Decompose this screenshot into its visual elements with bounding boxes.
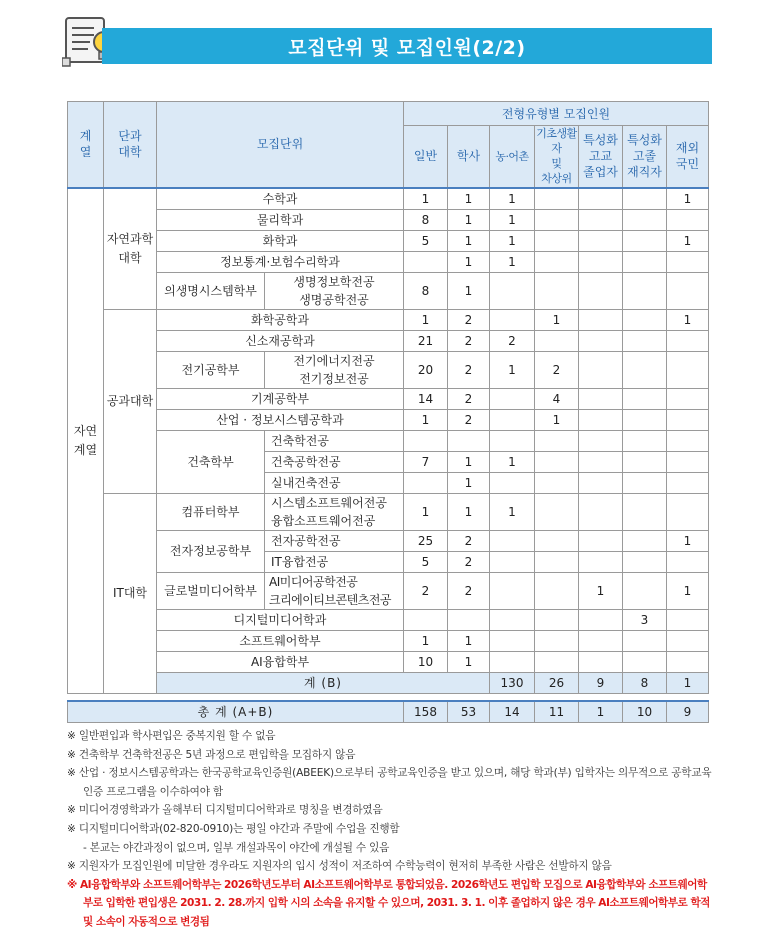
college-it: IT대학 xyxy=(104,493,157,693)
cell-value xyxy=(623,388,667,409)
major-name: 전자공학전공 xyxy=(265,530,404,551)
sum-label: 계 (B) xyxy=(157,672,490,693)
total-value: 14 xyxy=(490,701,535,723)
major-names: 시스템소프트웨어전공 융합소프트웨어전공 xyxy=(265,493,404,530)
cell-value xyxy=(535,230,579,251)
major-name: 건축학전공 xyxy=(265,430,404,451)
total-value: 11 xyxy=(535,701,579,723)
cell-value: 1 xyxy=(667,309,709,330)
cell-value: 1 xyxy=(448,493,490,530)
table-row xyxy=(68,572,709,609)
cell-value: 1 xyxy=(490,351,535,388)
cell-value: 1 xyxy=(490,188,535,210)
cell-value xyxy=(535,530,579,551)
table-row xyxy=(68,388,709,409)
header-type-vocational-grad: 특성화 고교 졸업자 xyxy=(579,126,623,188)
cell-value xyxy=(579,272,623,309)
cell-value: 2 xyxy=(535,351,579,388)
cell-value xyxy=(448,430,490,451)
cell-value xyxy=(490,630,535,651)
cell-value xyxy=(667,388,709,409)
cell-value xyxy=(667,330,709,351)
cell-value xyxy=(623,630,667,651)
cell-value xyxy=(535,472,579,493)
sum-value: 8 xyxy=(623,672,667,693)
cell-value xyxy=(623,272,667,309)
cell-value: 14 xyxy=(404,388,448,409)
cell-value: 2 xyxy=(448,388,490,409)
cell-value: 3 xyxy=(623,609,667,630)
cell-value xyxy=(579,188,623,210)
cell-value: 8 xyxy=(404,209,448,230)
college-natural: 자연과학 대학 xyxy=(104,188,157,310)
cell-value xyxy=(623,530,667,551)
cell-value xyxy=(667,493,709,530)
cell-value xyxy=(623,472,667,493)
unit-name: 신소재공학과 xyxy=(157,330,404,351)
cell-value xyxy=(535,493,579,530)
note-item: ※ 일반편입과 학사편입은 중복지원 할 수 없음 xyxy=(67,730,276,742)
cell-value xyxy=(623,451,667,472)
cell-value xyxy=(623,351,667,388)
total-label: 총 계 (A+B) xyxy=(68,701,404,723)
cell-value xyxy=(490,430,535,451)
unit-name: 산업 · 정보시스템공학과 xyxy=(157,409,404,430)
cell-value xyxy=(535,630,579,651)
note-item: ※ 미디어경영학과가 올해부터 디지털미디어학과로 명칭을 변경하였음 xyxy=(67,804,383,817)
cell-value xyxy=(623,230,667,251)
cell-value xyxy=(579,388,623,409)
cell-value xyxy=(535,209,579,230)
cell-value xyxy=(667,451,709,472)
cell-value xyxy=(667,251,709,272)
total-value: 10 xyxy=(623,701,667,723)
note-item: ※ 디지털미디어학과(02-820-0910)는 평일 야간과 주말에 수업을 진행함 xyxy=(67,822,400,835)
cell-value xyxy=(579,309,623,330)
dept-name: 전자정보공학부 xyxy=(157,530,265,572)
cell-value xyxy=(623,309,667,330)
cell-value: 1 xyxy=(535,309,579,330)
dept-name: 글로벌미디어학부 xyxy=(157,572,265,609)
cell-value xyxy=(490,388,535,409)
unit-name: 화학공학과 xyxy=(157,309,404,330)
cell-value: 2 xyxy=(448,409,490,430)
cell-value: 1 xyxy=(667,230,709,251)
cell-value xyxy=(448,609,490,630)
cell-value: 1 xyxy=(404,493,448,530)
sum-value: 130 xyxy=(490,672,535,693)
college-engineering: 공과대학 xyxy=(104,309,157,493)
table-row xyxy=(68,493,709,530)
recruitment-table xyxy=(67,101,709,694)
cell-value xyxy=(623,572,667,609)
cell-value: 2 xyxy=(448,330,490,351)
cell-value: 1 xyxy=(448,472,490,493)
cell-value xyxy=(404,609,448,630)
cell-value xyxy=(623,330,667,351)
cell-value: 1 xyxy=(404,309,448,330)
cell-value xyxy=(579,551,623,572)
unit-name: AI융합학부 xyxy=(157,651,404,672)
cell-value xyxy=(490,409,535,430)
header-college: 단과 대학 xyxy=(104,102,157,188)
cell-value xyxy=(404,430,448,451)
unit-name: 정보통계·보험수리학과 xyxy=(157,251,404,272)
table-row xyxy=(68,209,709,230)
cell-value xyxy=(535,451,579,472)
unit-name: 수학과 xyxy=(157,188,404,210)
field-cell: 자연 계열 xyxy=(68,188,104,694)
cell-value xyxy=(490,609,535,630)
cell-value: 8 xyxy=(404,272,448,309)
cell-value: 1 xyxy=(490,451,535,472)
table-row xyxy=(68,309,709,330)
cell-value: 1 xyxy=(579,572,623,609)
cell-value xyxy=(535,572,579,609)
cell-value: 5 xyxy=(404,551,448,572)
cell-value: 1 xyxy=(490,251,535,272)
unit-name: 디지털미디어학과 xyxy=(157,609,404,630)
cell-value xyxy=(535,651,579,672)
major-names: 생명정보학전공 생명공학전공 xyxy=(265,272,404,309)
unit-name: 화학과 xyxy=(157,230,404,251)
note-warning: ※ AI융합학부와 소프트웨어학부는 2026학년도부터 AI소프트웨어학부로 통합되었음. 2026학년도 편입학 모집으로 AI융합학부와 소프트웨어학부로 입학한 편입생은 2031. 2. 28.까지 입학 시의 소속을 유지할 수 있으며, 2031. 3. 1. 이후 졸업하지 않은 경우 AI소프트웨어학부로 학적 및 소속이 자동적으로 변경됨 xyxy=(67,878,710,928)
cell-value: 1 xyxy=(448,651,490,672)
cell-value: 2 xyxy=(404,572,448,609)
cell-value: 1 xyxy=(448,272,490,309)
header-type-overseas: 재외 국민 xyxy=(667,126,709,188)
table-row xyxy=(68,230,709,251)
table-row xyxy=(68,630,709,651)
header-field: 계 열 xyxy=(68,102,104,188)
cell-value xyxy=(579,409,623,430)
cell-value xyxy=(535,188,579,210)
cell-value xyxy=(623,188,667,210)
cell-value xyxy=(623,209,667,230)
table-row xyxy=(68,609,709,630)
page-title: 모집단위 및 모집인원(2/2) xyxy=(102,28,712,64)
major-names: 전기에너지전공 전기정보전공 xyxy=(265,351,404,388)
cell-value: 1 xyxy=(448,209,490,230)
cell-value: 10 xyxy=(404,651,448,672)
header-unit: 모집단위 xyxy=(157,102,404,188)
cell-value xyxy=(667,409,709,430)
cell-value xyxy=(579,209,623,230)
cell-value xyxy=(667,609,709,630)
unit-name: 물리학과 xyxy=(157,209,404,230)
cell-value xyxy=(535,272,579,309)
table-row xyxy=(68,188,709,210)
table-row xyxy=(68,251,709,272)
cell-value xyxy=(667,272,709,309)
page-header xyxy=(62,14,712,70)
table-row xyxy=(68,272,709,309)
cell-value: 1 xyxy=(667,572,709,609)
cell-value xyxy=(535,609,579,630)
cell-value xyxy=(490,651,535,672)
table-row xyxy=(68,430,709,451)
header-type-vocational-worker: 특성화 고졸 재직자 xyxy=(623,126,667,188)
cell-value: 2 xyxy=(448,572,490,609)
cell-value xyxy=(579,230,623,251)
unit-name: 기계공학부 xyxy=(157,388,404,409)
cell-value xyxy=(404,251,448,272)
cell-value xyxy=(667,209,709,230)
header-type-general: 일반 xyxy=(404,126,448,188)
major-name: 실내건축전공 xyxy=(265,472,404,493)
cell-value xyxy=(490,472,535,493)
cell-value: 2 xyxy=(448,309,490,330)
major-names: AI미디어공학전공 크리에이티브콘텐츠전공 xyxy=(265,572,404,609)
cell-value xyxy=(490,530,535,551)
total-value: 158 xyxy=(404,701,448,723)
sum-row-b xyxy=(68,672,709,693)
cell-value: 1 xyxy=(448,251,490,272)
cell-value: 1 xyxy=(448,188,490,210)
cell-value xyxy=(404,472,448,493)
cell-value: 1 xyxy=(448,230,490,251)
cell-value xyxy=(623,409,667,430)
table-row xyxy=(68,530,709,551)
cell-value xyxy=(579,251,623,272)
header-group: 전형유형별 모집인원 xyxy=(404,102,709,126)
cell-value: 1 xyxy=(404,630,448,651)
cell-value: 2 xyxy=(448,351,490,388)
cell-value: 2 xyxy=(448,530,490,551)
cell-value xyxy=(579,472,623,493)
total-value: 9 xyxy=(667,701,709,723)
cell-value xyxy=(579,609,623,630)
note-item: ※ 지원자가 모집인원에 미달한 경우라도 지원자의 입시 성적이 저조하여 수학능력이 현저히 부족한 사람은 선발하지 않음 xyxy=(67,860,612,873)
cell-value: 1 xyxy=(535,409,579,430)
dept-name: 전기공학부 xyxy=(157,351,265,388)
cell-value: 21 xyxy=(404,330,448,351)
cell-value xyxy=(623,651,667,672)
table-row xyxy=(68,351,709,388)
dept-name: 건축학부 xyxy=(157,430,265,493)
cell-value xyxy=(490,272,535,309)
cell-value xyxy=(623,430,667,451)
table-row xyxy=(68,409,709,430)
major-name: IT융합전공 xyxy=(265,551,404,572)
cell-value: 1 xyxy=(404,409,448,430)
cell-value xyxy=(667,351,709,388)
cell-value xyxy=(667,551,709,572)
cell-value: 25 xyxy=(404,530,448,551)
cell-value: 2 xyxy=(448,551,490,572)
table-row xyxy=(68,651,709,672)
cell-value xyxy=(579,451,623,472)
sum-value: 26 xyxy=(535,672,579,693)
cell-value xyxy=(579,651,623,672)
cell-value xyxy=(535,430,579,451)
cell-value: 5 xyxy=(404,230,448,251)
unit-name: 소프트웨어학부 xyxy=(157,630,404,651)
total-value: 53 xyxy=(448,701,490,723)
cell-value xyxy=(667,472,709,493)
cell-value: 20 xyxy=(404,351,448,388)
cell-value xyxy=(579,493,623,530)
sum-row-total xyxy=(68,701,709,723)
notes xyxy=(67,727,715,932)
cell-value xyxy=(623,551,667,572)
cell-value: 2 xyxy=(490,330,535,351)
cell-value xyxy=(667,651,709,672)
cell-value: 4 xyxy=(535,388,579,409)
cell-value xyxy=(579,530,623,551)
cell-value: 1 xyxy=(667,530,709,551)
cell-value: 1 xyxy=(448,630,490,651)
note-item: ※ 건축학부 건축학전공은 5년 과정으로 편입학을 모집하지 않음 xyxy=(67,748,356,761)
cell-value xyxy=(579,630,623,651)
cell-value: 7 xyxy=(404,451,448,472)
sum-value: 1 xyxy=(667,672,709,693)
header-type-rural: 농·어촌 xyxy=(490,126,535,188)
major-name: 건축공학전공 xyxy=(265,451,404,472)
cell-value xyxy=(490,572,535,609)
cell-value xyxy=(667,430,709,451)
cell-value: 1 xyxy=(490,230,535,251)
total-table xyxy=(67,700,709,723)
cell-value xyxy=(535,251,579,272)
cell-value: 1 xyxy=(448,451,490,472)
header-type-bachelor: 학사 xyxy=(448,126,490,188)
header-type-lowincome: 기초생활자 및 차상위 xyxy=(535,126,579,188)
cell-value xyxy=(490,309,535,330)
cell-value: 1 xyxy=(490,209,535,230)
cell-value xyxy=(579,351,623,388)
cell-value xyxy=(623,251,667,272)
cell-value xyxy=(579,330,623,351)
cell-value xyxy=(535,330,579,351)
cell-value xyxy=(535,551,579,572)
cell-value: 1 xyxy=(404,188,448,210)
cell-value xyxy=(579,430,623,451)
cell-value xyxy=(623,493,667,530)
note-subitem: - 본교는 야간과정이 없으며, 일부 개설과목이 야간에 개설될 수 있음 xyxy=(83,841,390,854)
sum-value: 9 xyxy=(579,672,623,693)
dept-name: 컴퓨터학부 xyxy=(157,493,265,530)
dept-name: 의생명시스템학부 xyxy=(157,272,265,309)
cell-value: 1 xyxy=(667,188,709,210)
total-value: 1 xyxy=(579,701,623,723)
table-row xyxy=(68,330,709,351)
cell-value xyxy=(667,630,709,651)
cell-value: 1 xyxy=(490,493,535,530)
cell-value xyxy=(490,551,535,572)
note-item: ※ 산업 · 정보시스템공학과는 한국공학교육인증원(ABEEK)으로부터 공학교육인증을 받고 있으며, 해당 학과(부) 입학자는 의무적으로 공학교육인증 프로그램을 이수하여야 함 xyxy=(67,767,712,798)
